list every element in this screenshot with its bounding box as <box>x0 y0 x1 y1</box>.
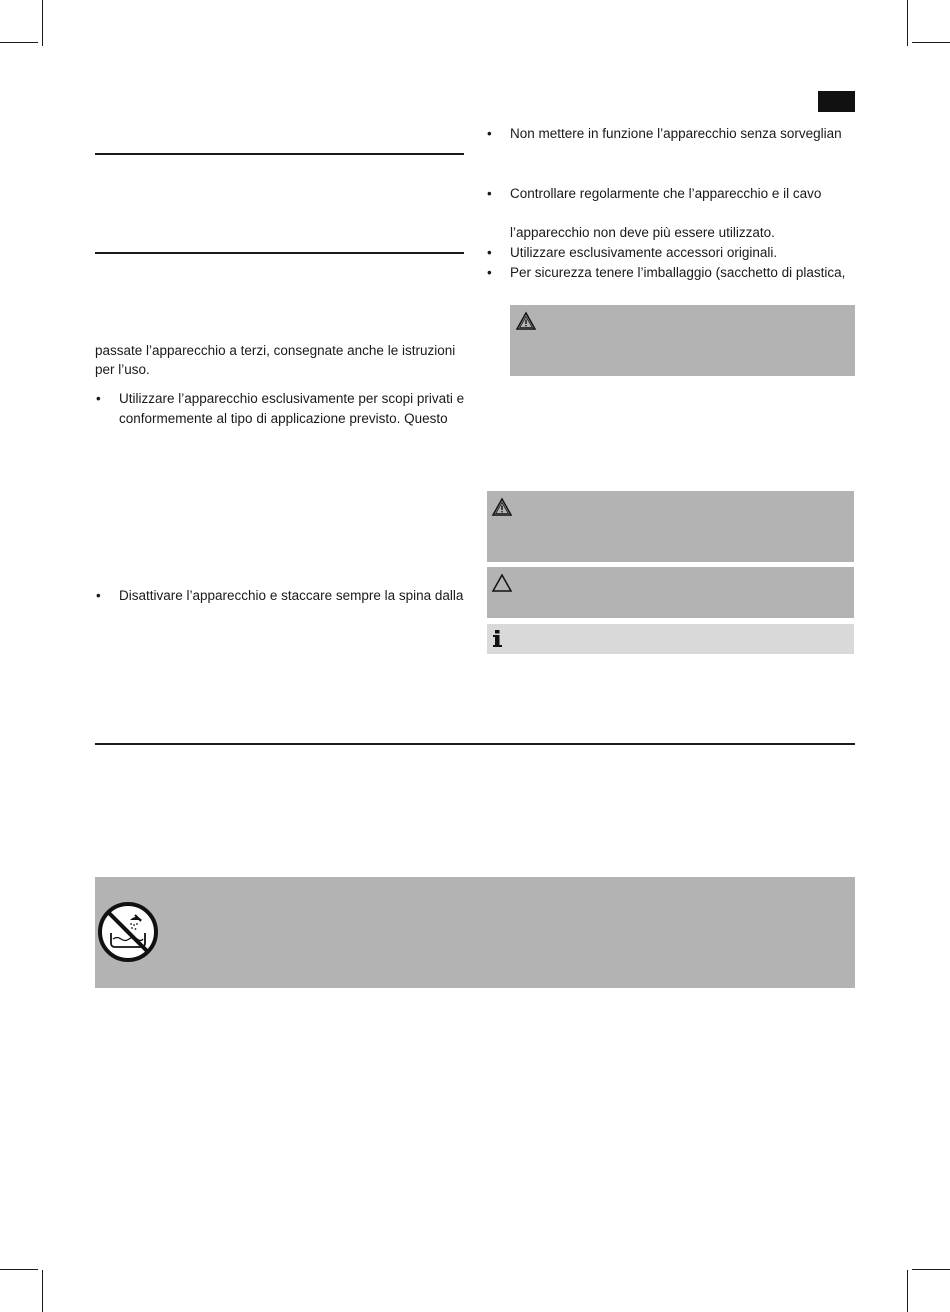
info-box <box>487 624 854 654</box>
crop-mark <box>0 1269 38 1270</box>
crop-mark <box>907 1270 908 1312</box>
water-warning-box <box>95 877 855 988</box>
bullet-icon: • <box>96 391 101 406</box>
caution-triangle-icon <box>491 573 513 593</box>
crop-mark <box>907 0 908 46</box>
section-rule <box>95 153 464 155</box>
warning-triangle-icon <box>515 311 537 331</box>
intro-line-2: per l’uso. <box>95 362 150 377</box>
no-bath-water-icon <box>97 901 159 963</box>
section-rule <box>95 252 464 254</box>
continuation-line: l’apparecchio non deve più essere utilizzato. <box>510 225 775 240</box>
list-item-text: Non mettere in funzione l’apparecchio senza sorveglian <box>510 126 842 141</box>
bullet-icon: • <box>487 126 492 141</box>
warning-box <box>487 491 854 562</box>
crop-mark <box>42 1270 43 1312</box>
crop-mark <box>0 42 38 43</box>
language-tab <box>818 91 855 112</box>
crop-mark <box>912 1269 950 1270</box>
list-item-text: Controllare regolarmente che l’apparecchio e il cavo <box>510 186 822 201</box>
list-item-text: Disattivare l’apparecchio e staccare sempre la spina dalla <box>119 588 464 603</box>
list-item-text: conformemente al tipo di applicazione previsto. Questo <box>119 411 448 426</box>
crop-mark <box>912 42 950 43</box>
list-item-text: Utilizzare esclusivamente accessori originali. <box>510 245 778 260</box>
warning-triangle-icon <box>491 497 513 517</box>
bullet-icon: • <box>487 265 492 280</box>
bullet-icon: • <box>487 245 492 260</box>
list-item-text: Utilizzare l’apparecchio esclusivamente per scopi privati e <box>119 391 465 406</box>
bullet-icon: • <box>96 588 101 603</box>
section-rule <box>95 743 855 745</box>
crop-mark <box>42 0 43 46</box>
intro-line-1: passate l’apparecchio a terzi, consegnate anche le istruzioni <box>95 343 456 358</box>
warning-box <box>510 305 855 376</box>
list-item-text: Per sicurezza tenere l’imballaggio (sacchetto di plastica, <box>510 265 846 280</box>
info-icon <box>492 630 504 648</box>
caution-box <box>487 567 854 618</box>
bullet-icon: • <box>487 186 492 201</box>
